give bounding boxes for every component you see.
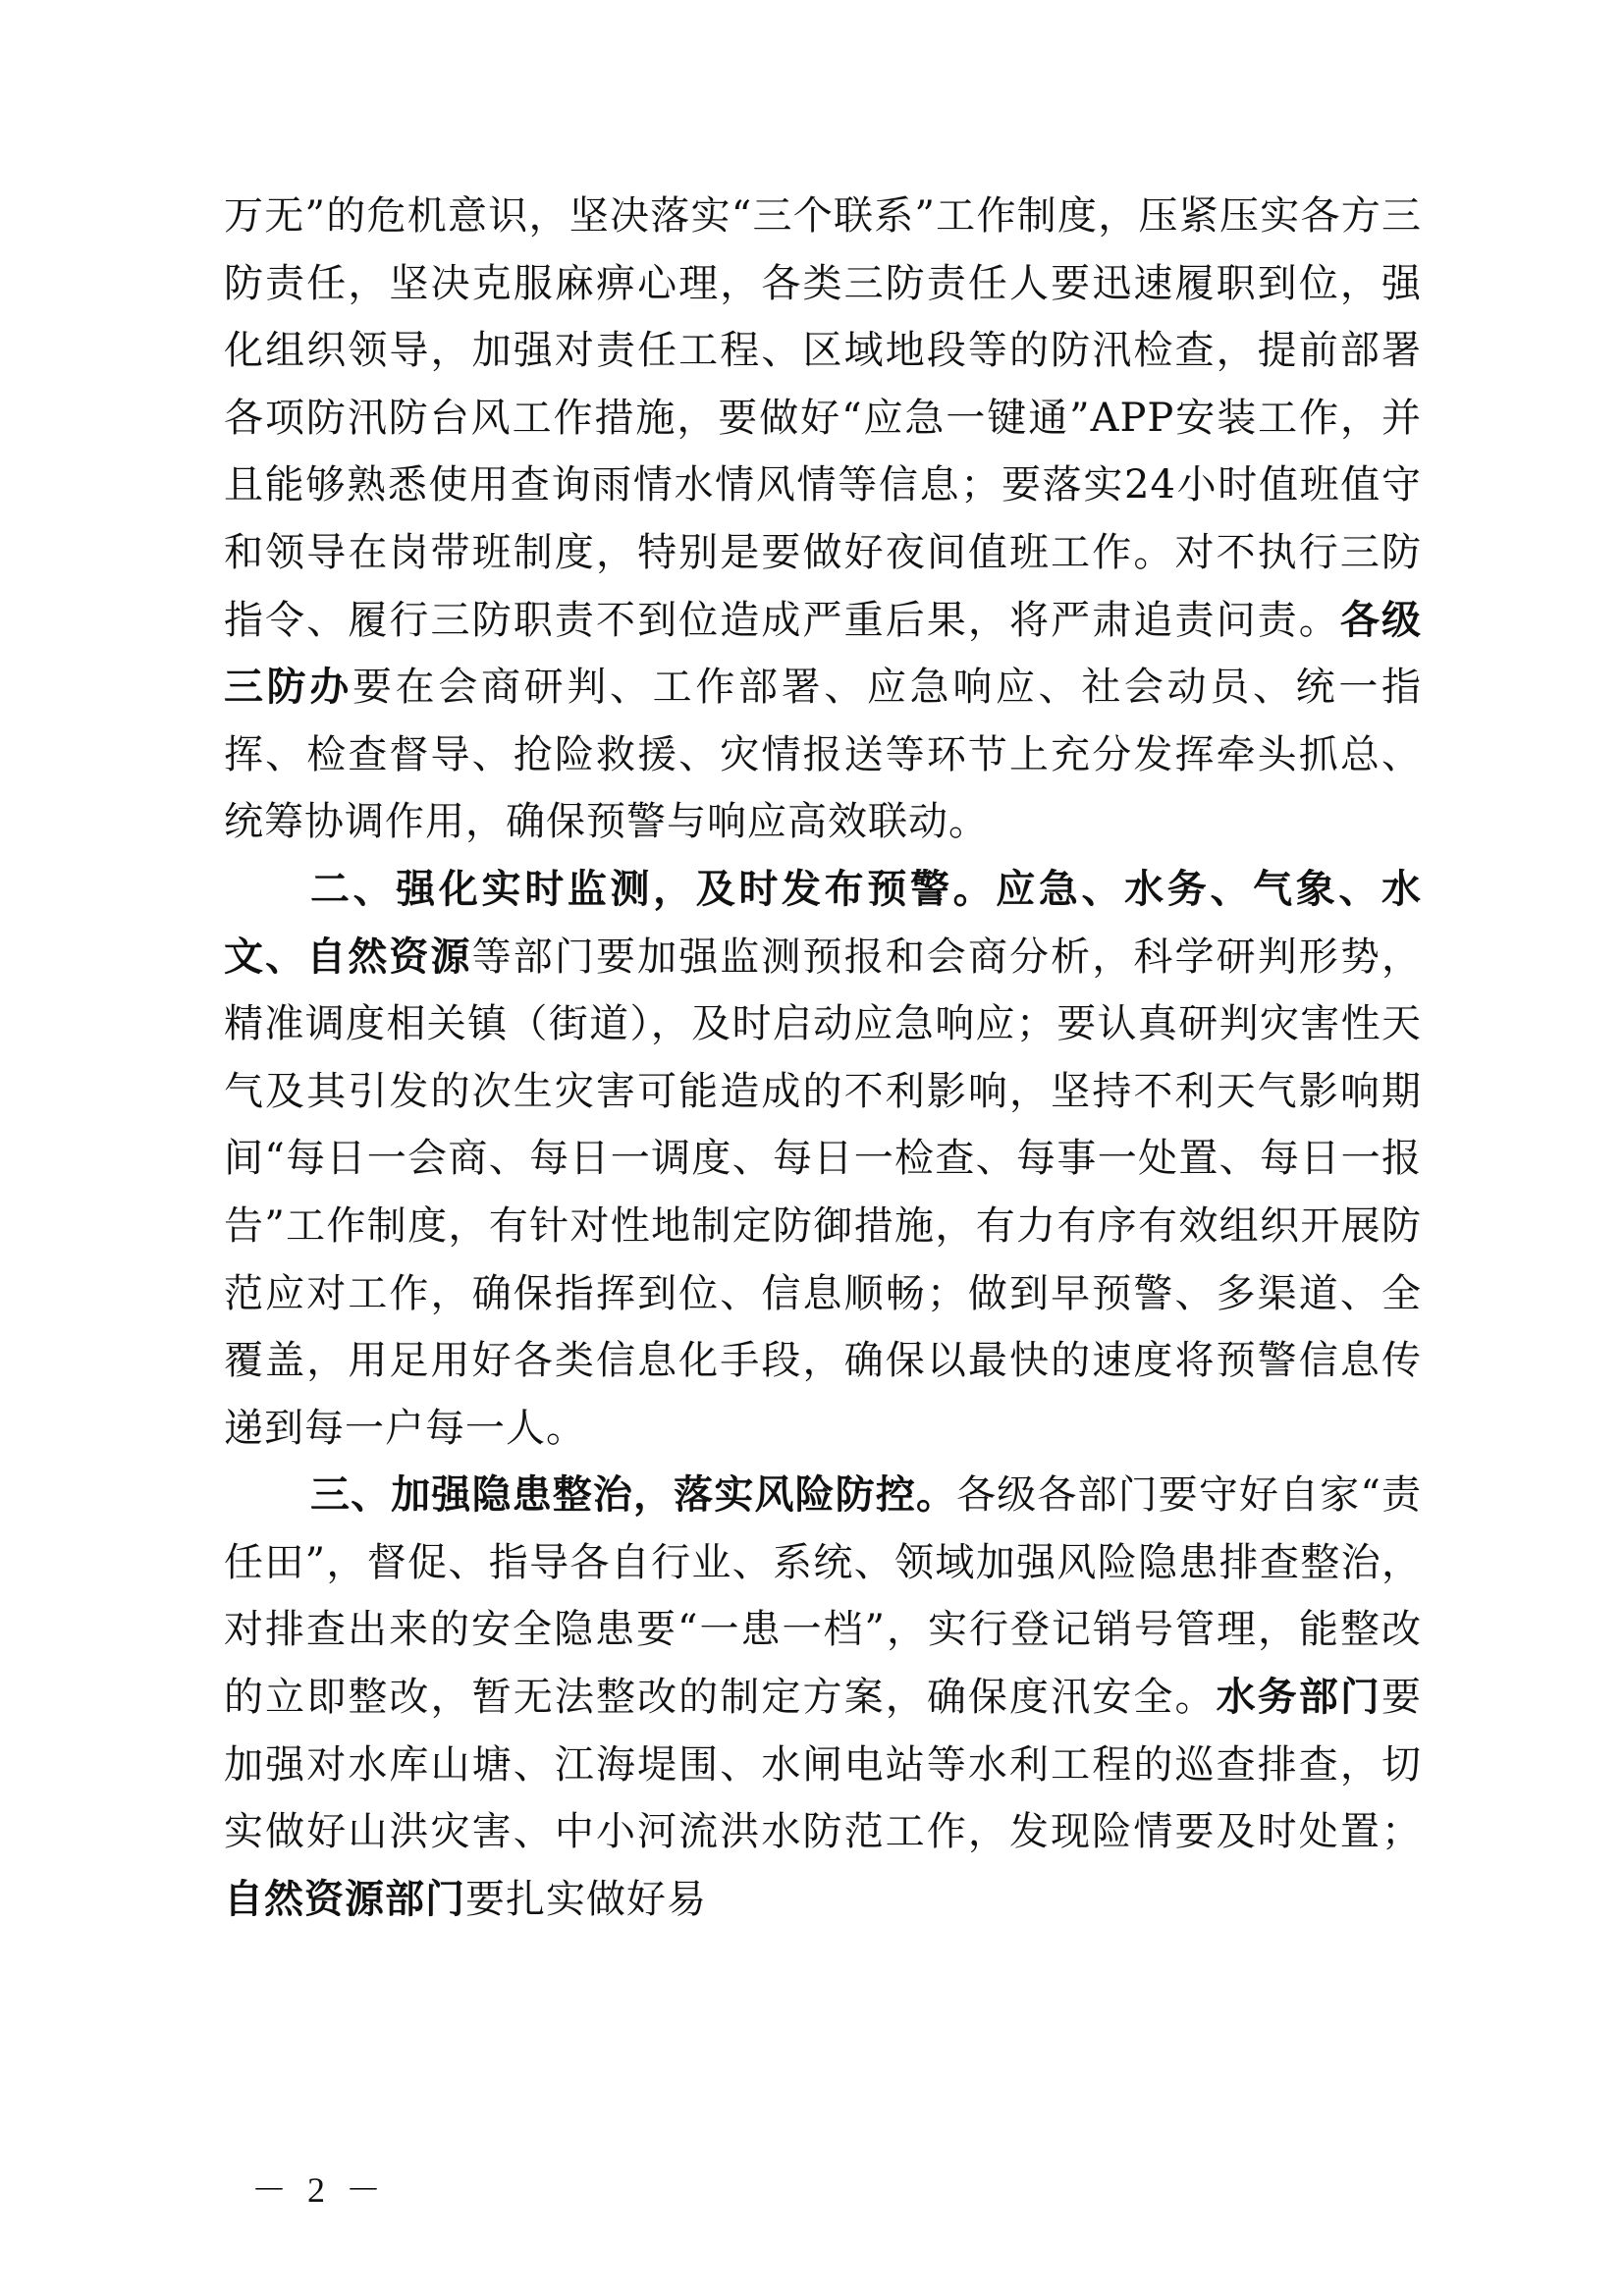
paragraph-text: 万无”的危机意识，坚决落实“三个联系”工作制度，压紧压实各方三防责任，坚决克服麻痹心理，各类三防责任人要迅速履职到位，强化组织领导，加强对责任工程、区域地段等的防汛检查，提前部署各项防汛防台风工作措施，要做好“应急一键通”APP安装工作，并且能够熟悉使用查询雨情水情风情等信息；要落实24小时值班值守和领导在岗带班制度，特别是要做好夜间值班工作。对不执行三防指令、履行三防职责不到位造成严重后果，将严肃追责问责。 [224,193,1422,643]
document-body [224,183,1422,1933]
paragraph-monitoring [224,856,1422,1462]
paragraph-text: 等部门要加强监测预报和会商分析，科学研判形势，精准调度相关镇（街道），及时启动应急响应；要认真研判灾害性天气及其引发的次生灾害可能造成的不利影响，坚持不利天气影响期间“每日一会商、每日一调度、每日一检查、每事一处置、每日一报告”工作制度，有针对性地制定防御措施，有力有序有效组织开展防范应对工作，确保指挥到位、信息顺畅；做到早预警、多渠道、全覆盖，用足用好各类信息化手段，确保以最快的速度将预警信息传递到每一户每一人。 [224,934,1423,1451]
paragraph-text: 要加强对水库山塘、江海堤围、水闸电站等水利工程的巡查排查，切实做好山洪灾害、中小河流洪水防范工作，发现险情要及时处置； [224,1675,1423,1855]
page-number: － 2 － [251,2170,388,2210]
bold-term-flood-office: 各级三防办 [224,597,1423,711]
bold-term-water-dept: 水务部门 [1216,1675,1382,1721]
paragraph-responsibility [224,183,1422,856]
paragraph-text: 要扎实做好易 [465,1876,707,1922]
paragraph-text: 要在会商研判、工作部署、应急响应、社会动员、统一指挥、检查督导、抢险救援、灾情报送等环节上充分发挥牵头抓总、统筹协调作用，确保预警与响应高效联动。 [224,665,1422,845]
section-heading-3: 三、加强隐患整治，落实风险防控。 [310,1472,957,1519]
section-heading-2: 二、强化实时监测，及时发布预警。 [310,866,997,912]
paragraph-text: 各级各部门要守好自家“责任田”，督促、指导各自行业、系统、领域加强风险隐患排查整治，对排查出来的安全隐患要“一患一档”，实行登记销号管理，能整改的立即整改，暂无法整改的制定方案，确保度汛安全。 [224,1472,1423,1721]
paragraph-hazard-control [224,1462,1422,1933]
bold-term-departments: 应急、水务、气象、水文、自然资源 [224,866,1423,980]
bold-term-natural-resources-dept: 自然资源部门 [224,1876,465,1922]
